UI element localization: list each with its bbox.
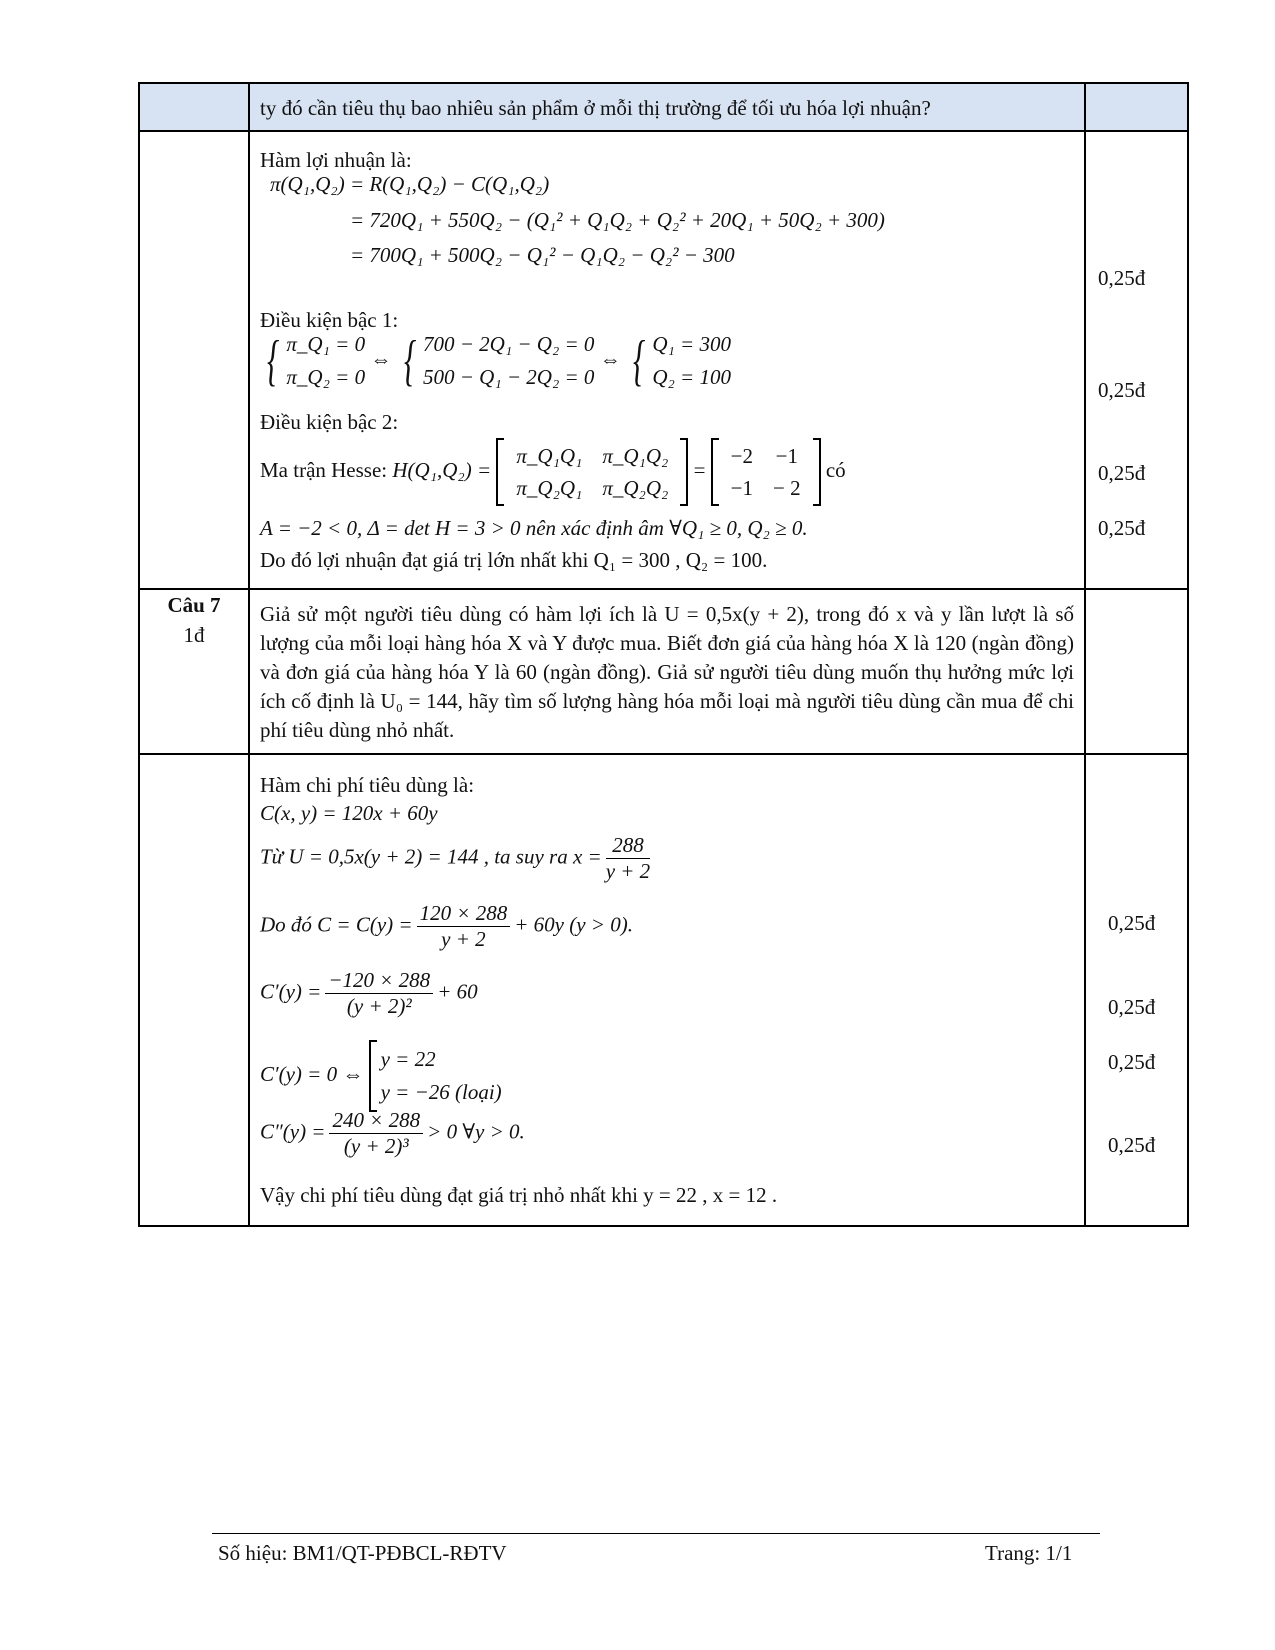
- header-row: [139, 83, 1188, 131]
- document-code: Số hiệu: BM1/QT-PĐBCL-RĐTV: [218, 1541, 507, 1565]
- q7-solution: Hàm chi phí tiêu dùng là: C(x, y) = 120x + 60y Từ U = 0,5x(y + 2) = 144 , ta suy ra x = $\frac{288}{y + 2}$ Do đó C = C(y) = $\frac{120 \times 288}{y + 2}$ + 60y (y > 0). C′(y) = $\frac{-120 \times 288}{\text{(y + 2)²}}$ + 60 C′(y) = 0 ⇔ y = 22 y = −26 (loại) C″(y) = $\frac{240 \times 288}{\text{(y + 2)³}}$ > 0 ∀y > 0. Vậy chi phí tiêu dùng đạt giá trị nhỏ nhất khi y = 22 , x = 12 .: [260, 773, 778, 1207]
- page-number: Trang: 1/1: [985, 1541, 1073, 1565]
- q7-question-row: [139, 589, 1188, 754]
- footer-divider: [212, 1533, 1100, 1534]
- answer-table: [138, 82, 1189, 1227]
- question-text: Giả sử một người tiêu dùng có hàm lợi ích là U = 0,5x(y + 2), trong đó x và y lần lượt là số lượng của mỗi loại hàng hóa X và Y được mua. Biết đơn giá của hàng hóa X là 120 (ngàn đồng) và đơn giá của hàng hóa Y là 60 (ngàn đồng). Giả sử người tiêu dùng muốn thụ hưởng mức lợi ích cố định là U₀ = 144, hãy tìm số lượng hàng hóa mỗi loại mà người tiêu dùng cần mua để chi phí tiêu dùng nhỏ nhất.: [260, 602, 1074, 742]
- q6-solution: Hàm lợi nhuận là: π(Q₁,Q₂) = R(Q₁,Q₂) − C(Q₁,Q₂) = 720Q₁ + 550Q₂ − (Q₁² + Q₁Q₂ + Q₂² + 20Q₁ + 50Q₂ + 300) = 700Q₁ + 500Q₂ − Q₁² − Q₁Q₂ − Q₂² − 300 Điều kiện bậc 1: { π_Q₁ = 0 π_Q₂ = 0 ⇔ { 700 − 2Q₁ − Q₂ = 0 500 − Q₁ − 2Q₂ = 0 ⇔ { Q₁ = 300 Q₂ = 100 Điều kiện bậc 2: Ma trận Hesse: H(Q₁,Q₂) = π_Q₁Q₁ π_Q₁Q₂ π_Q₂Q₁ π_Q₂Q₂ = −2 −1 −1 − 2 có A = −2 < 0, Δ = det H = 3 > 0 nên xác định âm ∀Q₁ ≥ 0, Q₂ ≥ 0. Do đó lợi nhuận đạt giá trị lớn nhất khi Q₁ = 300 , Q₂ = 100.: [260, 148, 885, 572]
- question-label: Câu 7: [167, 593, 221, 617]
- first-order-system: { π_Q₁ = 0 π_Q₂ = 0 ⇔ { 700 − 2Q₁ − Q₂ = 0 500 − Q₁ − 2Q₂ = 0 ⇔ { Q₁ = 300 Q₂ = 100: [267, 330, 731, 392]
- hesse-matrix: Ma trận Hesse: H(Q₁,Q₂) = π_Q₁Q₁ π_Q₁Q₂ π_Q₂Q₁ π_Q₂Q₂ = −2 −1 −1 − 2 có: [260, 438, 846, 506]
- question-points: 1đ: [183, 623, 205, 647]
- q6-solution-row: [139, 131, 1188, 589]
- header-question-text: ty đó cần tiêu thụ bao nhiêu sản phẩm ở mỗi thị trường để tối ưu hóa lợi nhuận?: [260, 96, 931, 120]
- q7-scores: 0,25đ 0,25đ 0,25đ 0,25đ: [1108, 911, 1156, 1157]
- q7-solution-row: [139, 754, 1188, 1226]
- q6-scores: 0,25đ 0,25đ 0,25đ 0,25đ: [1098, 266, 1146, 540]
